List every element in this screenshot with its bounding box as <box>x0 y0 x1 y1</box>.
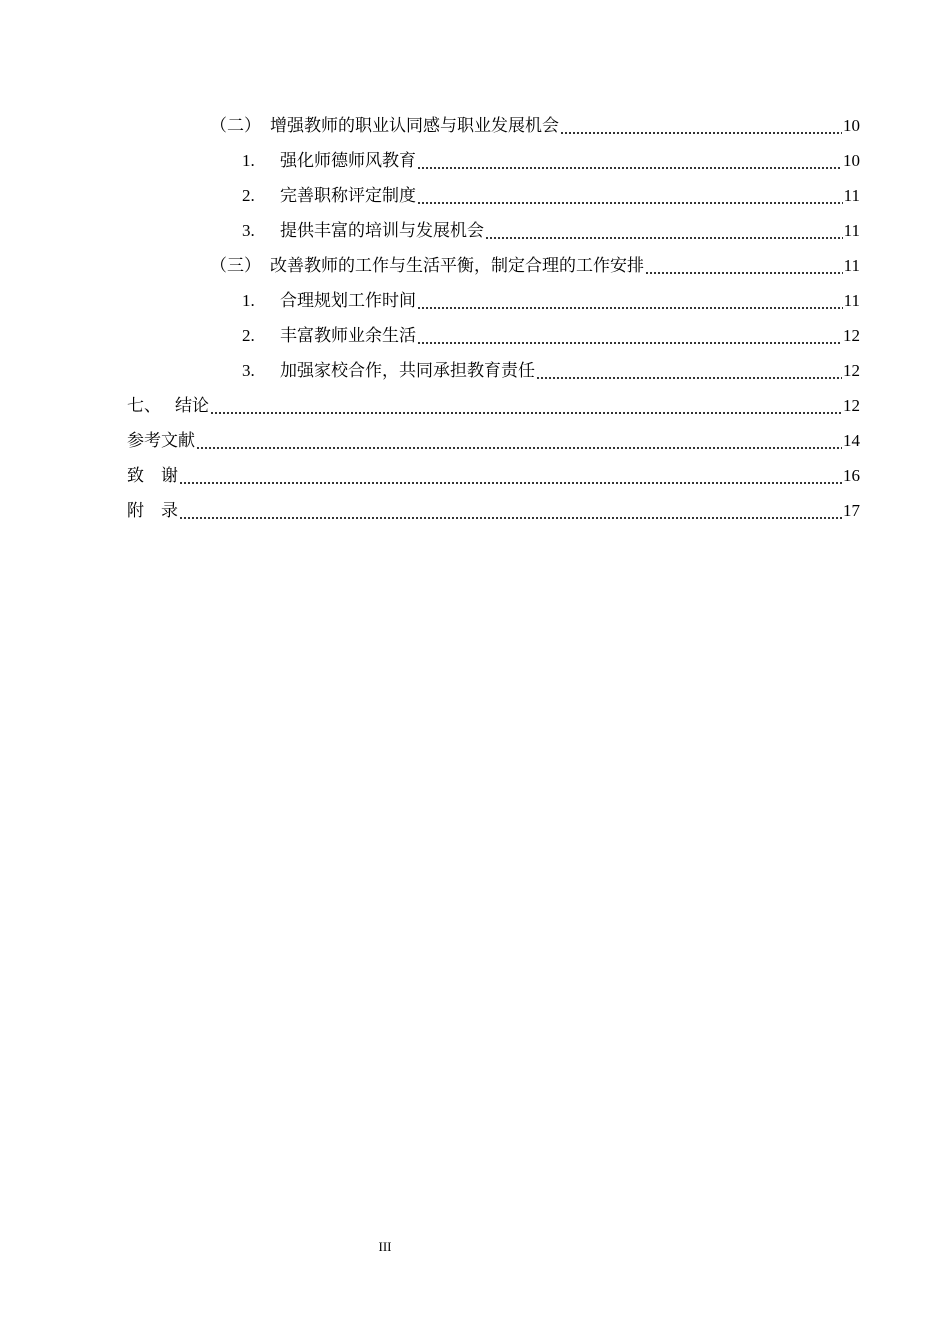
toc-entry-number: 七、 <box>127 395 161 416</box>
toc-dot-leader <box>417 307 843 309</box>
toc-entry-title: 结论 <box>175 395 209 416</box>
toc-entry-title: 参考文献 <box>127 430 195 451</box>
toc-dot-leader <box>417 202 843 204</box>
toc-entry[interactable] <box>127 493 860 528</box>
toc-entry[interactable] <box>127 388 860 423</box>
toc-entry-page: 11 <box>843 220 860 240</box>
toc-entry-title: 致 谢 <box>127 465 178 486</box>
toc-entry[interactable] <box>242 283 860 318</box>
toc-entry[interactable] <box>210 108 860 143</box>
toc-entry-page: 17 <box>843 500 860 520</box>
toc-entry[interactable] <box>127 423 860 458</box>
toc-entry-page: 12 <box>843 325 860 345</box>
toc-entry-title: 完善职称评定制度 <box>280 185 416 206</box>
toc-entry[interactable] <box>242 143 860 178</box>
toc-entry-title: 强化师德师风教育 <box>280 150 416 171</box>
toc-entry[interactable] <box>127 458 860 493</box>
toc-dot-leader <box>536 377 842 379</box>
toc-entry-title: 提供丰富的培训与发展机会 <box>280 220 484 241</box>
toc-entry-page: 11 <box>843 290 860 310</box>
toc-entry-page: 16 <box>843 465 860 485</box>
toc-entry-title: 合理规划工作时间 <box>280 290 416 311</box>
toc-entry-title: 改善教师的工作与生活平衡，制定合理的工作安排 <box>270 255 644 276</box>
toc-entry-number: 1. <box>242 290 255 310</box>
toc-entry-page: 11 <box>843 255 860 275</box>
toc-entry[interactable] <box>242 318 860 353</box>
toc-entry-title: 增强教师的职业认同感与职业发展机会 <box>270 115 559 136</box>
toc-entry-number: 2. <box>242 185 255 205</box>
toc-entry-number: （三） <box>210 255 261 276</box>
toc-dot-leader <box>179 482 842 484</box>
toc-entry-page: 14 <box>843 430 860 450</box>
toc-entry[interactable] <box>242 213 860 248</box>
toc-dot-leader <box>417 167 842 169</box>
toc-dot-leader <box>560 132 842 134</box>
toc-dot-leader <box>485 237 843 239</box>
toc-dot-leader <box>210 412 842 414</box>
toc-entry-number: （二） <box>210 115 261 136</box>
toc-entry-number: 1. <box>242 150 255 170</box>
toc-dot-leader <box>417 342 842 344</box>
toc-entry-number: 2. <box>242 325 255 345</box>
toc-dot-leader <box>179 517 842 519</box>
toc-entry-page: 12 <box>843 395 860 415</box>
toc-entry-title: 附 录 <box>127 500 178 521</box>
toc-entry-page: 12 <box>843 360 860 380</box>
toc-entry-title: 加强家校合作，共同承担教育责任 <box>280 360 535 381</box>
toc-dot-leader <box>196 447 842 449</box>
toc-entry-page: 11 <box>843 185 860 205</box>
page-number: III <box>378 1239 392 1254</box>
toc-entry-number: 3. <box>242 360 255 380</box>
toc-entry[interactable] <box>242 178 860 213</box>
toc-entry-page: 10 <box>843 150 860 170</box>
toc-entry[interactable] <box>242 353 860 388</box>
toc-entry-page: 10 <box>843 115 860 135</box>
toc-entry-title: 丰富教师业余生活 <box>280 325 416 346</box>
toc-dot-leader <box>645 272 843 274</box>
toc-entry-number: 3. <box>242 220 255 240</box>
toc-entry[interactable] <box>210 248 860 283</box>
